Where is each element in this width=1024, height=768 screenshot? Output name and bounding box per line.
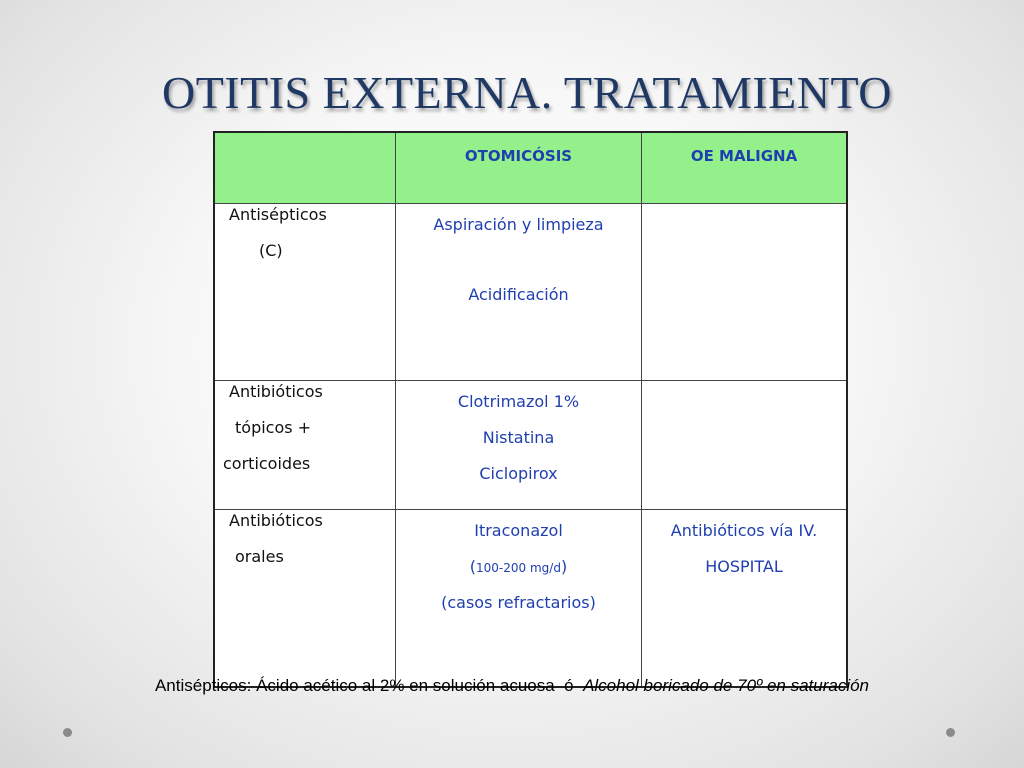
cell-oe-maligna [642, 510, 848, 688]
cell-line: HOSPITAL [705, 557, 783, 576]
cell-line: Antibióticos vía IV. [670, 521, 818, 540]
cell-line: Clotrimazol 1% [457, 392, 580, 411]
label-line: tópicos + [235, 418, 312, 437]
decorative-dot-right [946, 728, 955, 737]
cell-line: Nistatina [482, 428, 555, 447]
cell-line: Acidificación [468, 285, 569, 304]
label-line: corticoides [223, 454, 311, 473]
footnote-italic: Alcohol boricado de 70º en saturación [583, 676, 870, 695]
row-label-antibioticos-orales [214, 510, 396, 688]
cell-oe-maligna-empty [642, 204, 848, 381]
label-line: Antisépticos [229, 205, 327, 224]
cell-line: Ciclopirox [479, 464, 558, 483]
cell-line: Aspiración y limpieza [433, 215, 604, 234]
label-line: Antibióticos [229, 382, 323, 401]
row-label-antisepticos [214, 204, 396, 381]
slide-title: OTITIS EXTERNA. TRATAMIENTO [161, 67, 892, 118]
header-otomicosis: OTOMICÓSIS [396, 132, 642, 204]
header-empty-cell [214, 132, 396, 204]
decorative-dot-left [63, 728, 72, 737]
table-row [214, 204, 847, 381]
label-line: orales [235, 547, 284, 566]
treatment-table [213, 131, 848, 688]
cell-line: Itraconazol [474, 521, 563, 540]
cell-otomicosis [396, 381, 642, 510]
row-label-antibioticos-topicos [214, 381, 396, 510]
header-oe-maligna: OE MALIGNA [642, 132, 848, 204]
table-row [214, 510, 847, 688]
dose-text: 100-200 mg/d [476, 561, 561, 575]
cell-line-dose: (100-200 mg/d) [469, 557, 568, 576]
label-line: (C) [259, 241, 283, 260]
footnote [0, 676, 1024, 696]
cell-otomicosis [396, 510, 642, 688]
cell-otomicosis [396, 204, 642, 381]
cell-line: (casos refractarios) [441, 593, 596, 612]
footnote-regular: Antisépticos: Ácido acético al 2% en solución acuosa ó [154, 676, 584, 695]
table-row [214, 381, 847, 510]
label-line: Antibióticos [229, 511, 323, 530]
table-header-row [214, 132, 847, 204]
cell-oe-maligna-empty [642, 381, 848, 510]
